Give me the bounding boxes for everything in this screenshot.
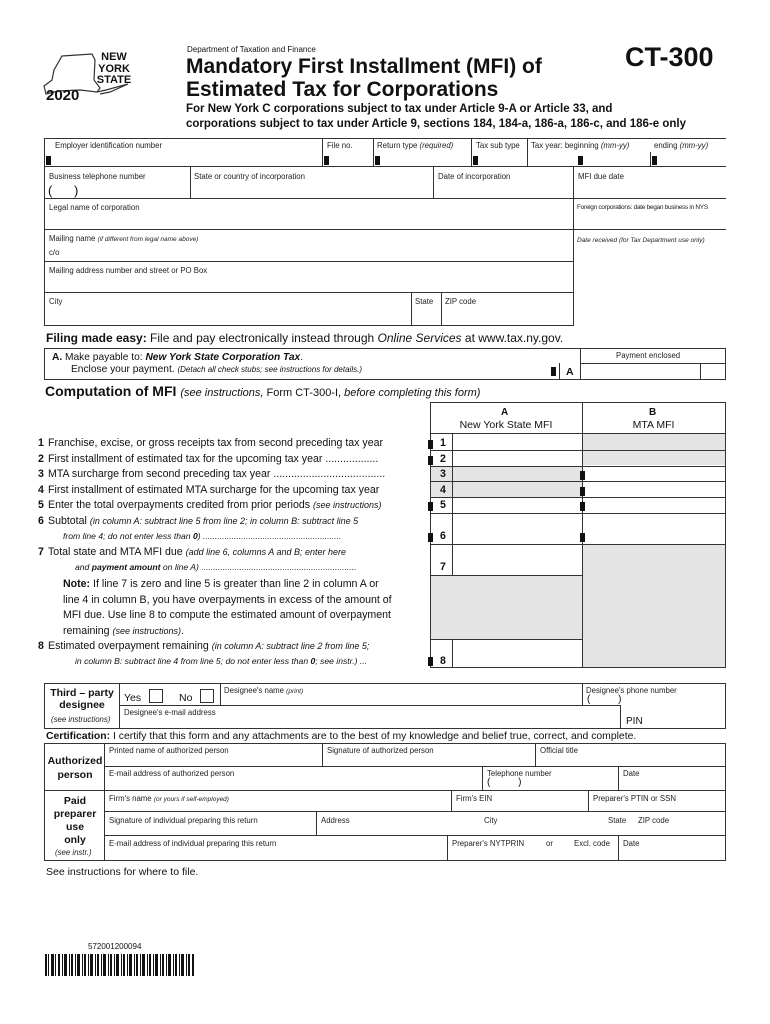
no-label: No <box>179 692 193 704</box>
designee-phone-paren[interactable]: ( ) <box>587 694 622 705</box>
line-2-text: First installment of estimated tax for the upcoming tax year .................. <box>48 453 379 465</box>
subtitle-line2: corporations subject to tax under Article 9, sections 184, 184-a, 186-a, 186-c, and 186-e only <box>186 118 687 130</box>
mfi-due-label: MFI due date <box>578 172 624 181</box>
line-7-num: 7 <box>38 546 44 558</box>
state-incorp-label: State or country of incorporation <box>194 172 305 181</box>
auth-telephone-label: Telephone number <box>487 769 552 778</box>
mailing-address-label: Mailing address number and street or PO Box <box>49 266 208 275</box>
authorized-title: Authorized person <box>47 755 103 781</box>
line-3-text: MTA surcharge from second preceding tax year ...................................... <box>48 468 386 480</box>
firm-ein-label: Firm's EIN <box>456 794 493 803</box>
return-type-label: Return type (required) <box>377 141 454 150</box>
col-b-letter: B <box>649 407 657 418</box>
line-a-text: A. Make payable to: New York State Corporation Tax. <box>52 352 304 363</box>
tax-sub-type-label: Tax sub type <box>476 141 520 150</box>
line-2-num: 2 <box>38 453 44 465</box>
payment-enclosed-label: Payment enclosed <box>616 351 681 360</box>
or-label: or <box>546 839 553 848</box>
box-a-label: A <box>566 366 574 378</box>
preparer-address-label: Address <box>321 816 350 825</box>
line-8-note2: in column B: subtract line 4 from line 5; do not enter less than 0; see instr.) ... <box>75 656 368 666</box>
line-8-text: Estimated overpayment remaining (in column A: subtract line 2 from line 5; <box>48 640 370 652</box>
line-1-box-num: 1 <box>440 437 446 449</box>
tax-year: 2020 <box>46 87 80 104</box>
line-4-col-b[interactable] <box>585 482 724 496</box>
foreign-corp-label: Foreign corporations: date began business in NYS <box>577 204 708 211</box>
department: Department of Taxation and Finance <box>187 45 316 54</box>
line-8-col-a[interactable] <box>455 652 581 666</box>
state-name: NEW YORK STATE <box>96 51 132 86</box>
preparer-signature-label: Signature of individual preparing this return <box>109 816 258 825</box>
line-5-num: 5 <box>38 499 44 511</box>
designee-see: (see instructions) <box>51 715 111 724</box>
subtitle-line1: For New York C corporations subject to tax under Article 9-A or Article 33, and <box>186 103 613 115</box>
payment-amount-field[interactable] <box>582 364 698 378</box>
file-no-label: File no. <box>327 141 353 150</box>
line-5-box-num: 5 <box>440 499 446 511</box>
line-5-col-a[interactable] <box>455 498 581 512</box>
line-4-text: First installment of estimated MTA surcharge for the upcoming tax year <box>48 484 380 496</box>
note-text: Note: If line 7 is zero and line 5 is greater than line 2 in column A or line 4 in column B, you have overpayments in excess of the amount of MFI due. Use line 8 to compute the estimated amount of overpayment remaining (see instructions). <box>63 578 392 637</box>
phone-area-code[interactable]: ( ) <box>48 183 79 198</box>
line-1-col-a[interactable] <box>455 435 581 449</box>
line-1-text: Franchise, excise, or gross receipts tax from second preceding tax year <box>48 437 384 449</box>
line-5-text: Enter the total overpayments credited from prior periods (see instructions) <box>48 499 382 511</box>
auth-printed-name-label: Printed name of authorized person <box>109 746 229 755</box>
line-4-box-num: 4 <box>440 484 446 496</box>
line-6-note2: from line 4; do not enter less than 0) .......................................................... <box>63 531 342 541</box>
firm-name-label: Firm's name (or yours if self-employed) <box>109 794 229 803</box>
line-6-col-b[interactable] <box>585 529 724 543</box>
line-2-box-num: 2 <box>440 453 446 465</box>
col-b-header: MTA MFI <box>632 419 675 431</box>
line-7-col-a[interactable] <box>455 560 581 574</box>
auth-title-label: Official title <box>540 746 578 755</box>
form-title-line2: Estimated Tax for Corporations <box>186 78 499 101</box>
col-a-letter: A <box>501 407 509 418</box>
line-7-box-num: 7 <box>440 561 446 573</box>
preparer-see: (see instr.) <box>55 848 92 857</box>
designee-phone-label: Designee's phone number <box>586 686 677 695</box>
designee-email-label: Designee's e-mail address <box>124 708 216 717</box>
ptin-label: Preparer's PTIN or SSN <box>593 794 676 803</box>
auth-email-label: E-mail address of authorized person <box>109 769 235 778</box>
auth-date-label: Date <box>623 769 640 778</box>
auth-signature-label: Signature of authorized person <box>327 746 434 755</box>
certification: Certification: I certify that this form and any attachments are to the best of my knowledge and belief true, correct, and complete. <box>46 731 637 742</box>
co-label: c/o <box>49 248 60 257</box>
phone-label: Business telephone number <box>49 172 146 181</box>
designee-name-label: Designee's name (print) <box>224 686 304 695</box>
preparer-city-label: City <box>484 816 498 825</box>
see-instructions: See instructions for where to file. <box>46 866 199 878</box>
date-received-label: Date received (for Tax Department use only) <box>577 237 705 244</box>
legal-name-label: Legal name of corporation <box>49 203 140 212</box>
ein-label: Employer identification number <box>55 141 163 150</box>
computation-title: Computation of MFI (see instructions, Form CT-300-I, before completing this form) <box>45 383 481 399</box>
form-id: CT-300 <box>625 42 714 72</box>
line-4-num: 4 <box>38 484 44 496</box>
mailing-name-label: Mailing name (if different from legal name above) <box>49 234 199 243</box>
col-a-header: New York State MFI <box>459 419 553 431</box>
tax-year-label: Tax year: beginning (mm-yy) <box>531 141 630 150</box>
nytprin-label: Preparer's NYTPRIN <box>452 839 525 848</box>
yes-checkbox[interactable] <box>149 689 163 703</box>
line-8-box-num: 8 <box>440 655 446 667</box>
barcode <box>45 954 195 976</box>
line-6-text: Subtotal (in column A: subtract line 5 from line 2; in column B: subtract line 5 <box>48 515 359 527</box>
filing-made-easy: Filing made easy: File and pay electronically instead through Online Services at www.tax.ny.gov. <box>46 331 564 345</box>
barcode-number: 572001200094 <box>88 942 142 951</box>
preparer-title: Paid preparer use only <box>53 795 97 846</box>
preparer-email-label: E-mail address of individual preparing this return <box>109 839 277 848</box>
line-7-text: Total state and MTA MFI due (add line 6, columns A and B; enter here <box>48 546 347 558</box>
zip-label: ZIP code <box>445 297 477 306</box>
yes-label: Yes <box>124 692 142 704</box>
line-3-num: 3 <box>38 468 44 480</box>
line-3-box-num: 3 <box>440 468 446 480</box>
line-7-note2: and payment amount on line A) ................................................................. <box>75 562 357 572</box>
pin-label: PIN <box>626 716 643 727</box>
preparer-state-label: State <box>608 816 627 825</box>
line-6-box-num: 6 <box>440 530 446 542</box>
line-6-col-a[interactable] <box>455 529 581 543</box>
state-label: State <box>415 297 434 306</box>
line-8-num: 8 <box>38 640 44 652</box>
form-title-line1: Mandatory First Installment (MFI) of <box>186 55 542 78</box>
date-incorp-label: Date of incorporation <box>438 172 511 181</box>
tax-year-ending-label: ending (mm-yy) <box>654 141 709 150</box>
line-1-num: 1 <box>38 437 44 449</box>
designee-title: Third – party designee <box>50 687 114 711</box>
line-a-enclose: Enclose your payment. (Detach all check stubs; see instructions for details.) <box>71 364 362 375</box>
city-label: City <box>49 297 63 306</box>
no-checkbox[interactable] <box>200 689 214 703</box>
auth-tel-paren[interactable]: ( ) <box>487 777 522 788</box>
preparer-zip-label: ZIP code <box>638 816 670 825</box>
excl-code-label: Excl. code <box>574 839 610 848</box>
line-6-num: 6 <box>38 515 44 527</box>
line-3-col-b[interactable] <box>585 467 724 481</box>
preparer-date-label: Date <box>623 839 640 848</box>
line-5-col-b[interactable] <box>585 498 724 512</box>
line-2-col-a[interactable] <box>455 451 581 465</box>
